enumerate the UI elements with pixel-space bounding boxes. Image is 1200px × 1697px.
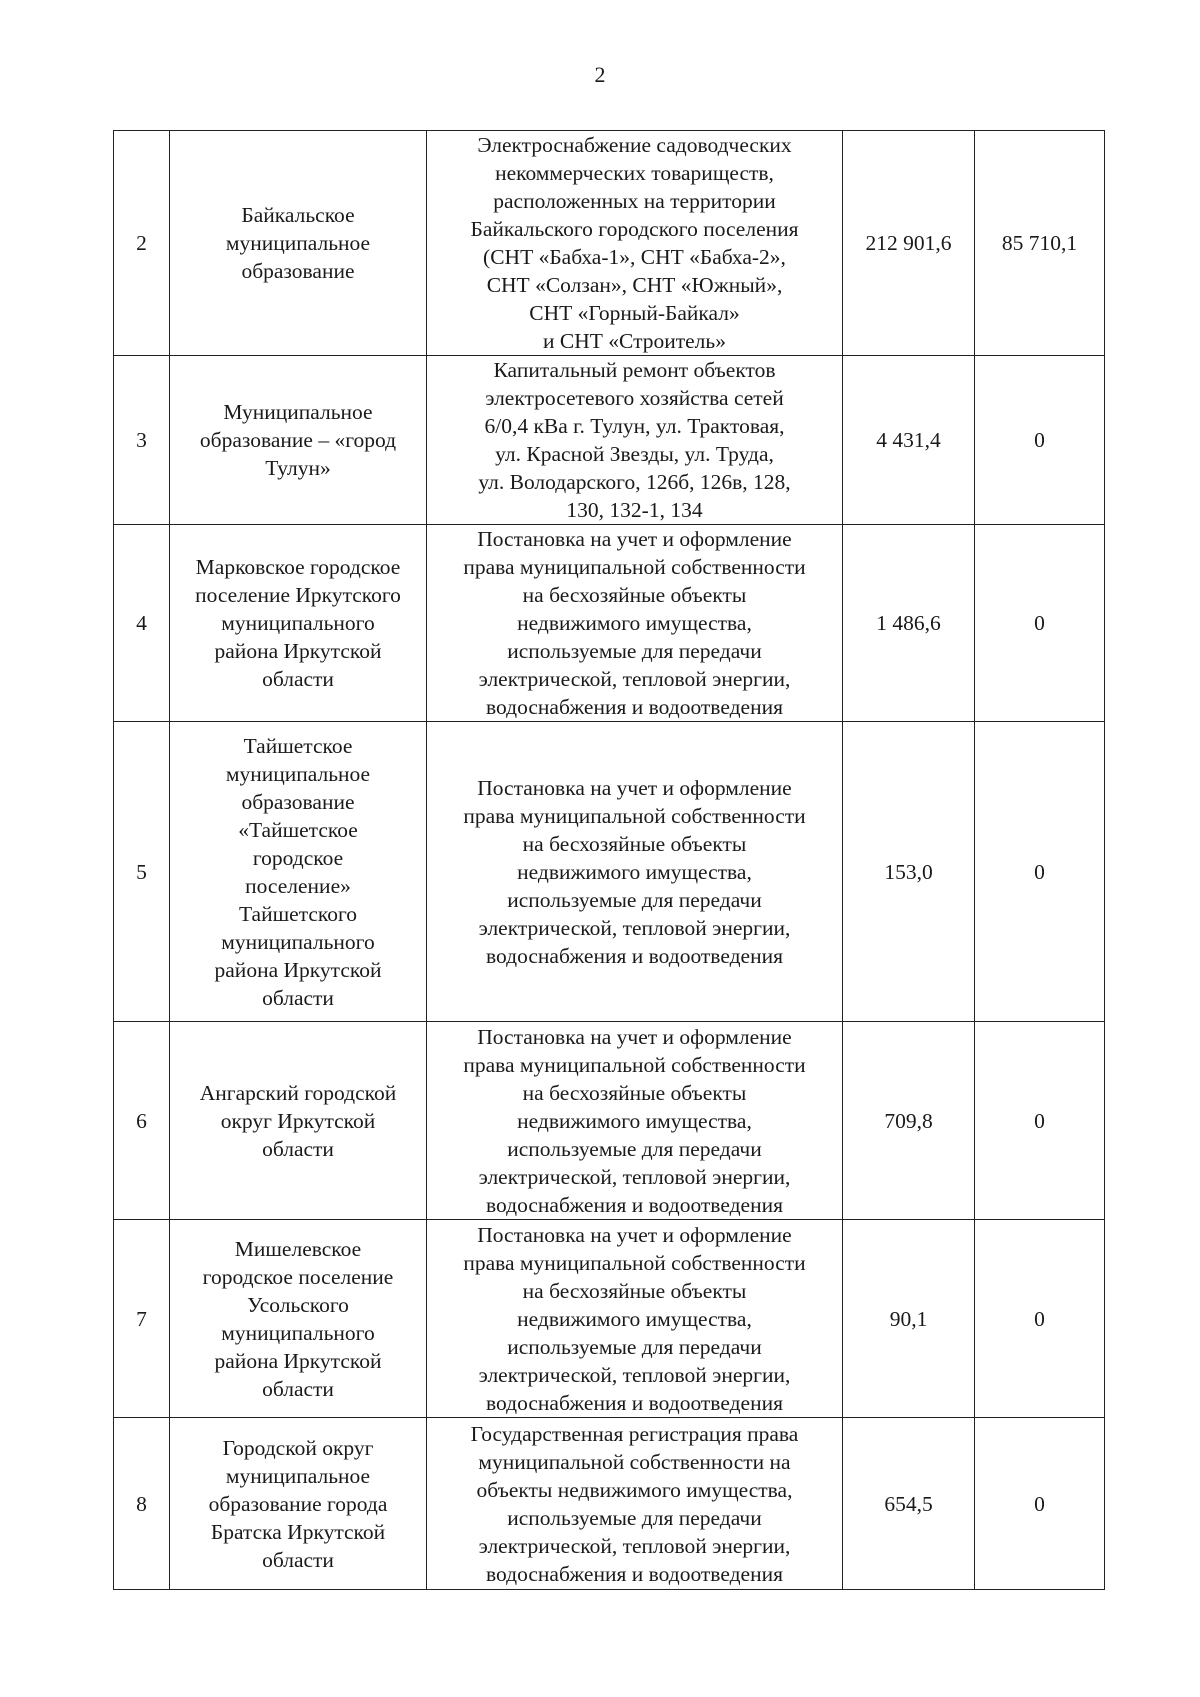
funding-table [113, 130, 1105, 1590]
amount-total-cell: 709,8 [843, 1022, 975, 1220]
project-description-cell: Государственная регистрация права муниципальной собственности на объекты недвижимого имущества, используемые для передачи электрической, тепловой энергии, водоснабжения и водоотведения [427, 1418, 843, 1590]
amount-second-cell: 0 [975, 722, 1105, 1022]
row-number-cell: 6 [114, 1022, 170, 1220]
amount-total-cell: 212 901,6 [843, 131, 975, 356]
amount-total-cell: 1 486,6 [843, 525, 975, 722]
project-description-cell: Постановка на учет и оформление права муниципальной собственности на бесхозяйные объекты недвижимого имущества, используемые для передачи электрической, тепловой энергии, водоснабжения и водоотведения [427, 525, 843, 722]
project-description-cell: Капитальный ремонт объектов электросетевого хозяйства сетей 6/0,4 кВа г. Тулун, ул. Трактовая, ул. Красной Звезды, ул. Труда, ул. Володарского, 126б, 126в, 128, 130, 132-1, 134 [427, 356, 843, 525]
row-number-cell: 7 [114, 1220, 170, 1418]
table-row [114, 1022, 1105, 1220]
page-number: 2 [594, 62, 606, 87]
amount-total-cell: 90,1 [843, 1220, 975, 1418]
table-row [114, 1220, 1105, 1418]
amount-total-cell: 654,5 [843, 1418, 975, 1590]
amount-second-cell: 0 [975, 1418, 1105, 1590]
project-description-cell: Постановка на учет и оформление права муниципальной собственности на бесхозяйные объекты недвижимого имущества, используемые для передачи электрической, тепловой энергии, водоснабжения и водоотведения [427, 1022, 843, 1220]
project-description-cell: Постановка на учет и оформление права муниципальной собственности на бесхозяйные объекты недвижимого имущества, используемые для передачи электрической, тепловой энергии, водоснабжения и водоотведения [427, 722, 843, 1022]
row-number-cell: 2 [114, 131, 170, 356]
table-row [114, 1418, 1105, 1590]
amount-second-cell: 0 [975, 1220, 1105, 1418]
row-number-cell: 5 [114, 722, 170, 1022]
amount-second-cell: 0 [975, 356, 1105, 525]
municipality-cell: Городской округ муниципальное образование города Братска Иркутской области [170, 1418, 427, 1590]
row-number-cell: 3 [114, 356, 170, 525]
project-description-cell: Электроснабжение садоводческих некоммерческих товариществ, расположенных на территории Байкальского городского поселения (СНТ «Бабха-1», СНТ «Бабха-2», СНТ «Солзан», СНТ «Южный», СНТ «Горный-Байкал» и СНТ «Строитель» [427, 131, 843, 356]
municipality-cell: Ангарский городской округ Иркутской области [170, 1022, 427, 1220]
table-row [114, 356, 1105, 525]
municipality-cell: Тайшетское муниципальное образование «Тайшетское городское поселение» Тайшетского муниципального района Иркутской области [170, 722, 427, 1022]
project-description-cell: Постановка на учет и оформление права муниципальной собственности на бесхозяйные объекты недвижимого имущества, используемые для передачи электрической, тепловой энергии, водоснабжения и водоотведения [427, 1220, 843, 1418]
municipality-cell: Марковское городское поселение Иркутского муниципального района Иркутской области [170, 525, 427, 722]
municipality-cell: Байкальское муниципальное образование [170, 131, 427, 356]
amount-total-cell: 153,0 [843, 722, 975, 1022]
amount-total-cell: 4 431,4 [843, 356, 975, 525]
municipality-cell: Мишелевское городское поселение Усольского муниципального района Иркутской области [170, 1220, 427, 1418]
row-number-cell: 8 [114, 1418, 170, 1590]
table-row [114, 525, 1105, 722]
amount-second-cell: 0 [975, 1022, 1105, 1220]
amount-second-cell: 85 710,1 [975, 131, 1105, 356]
table-row [114, 722, 1105, 1022]
table-row [114, 131, 1105, 356]
row-number-cell: 4 [114, 525, 170, 722]
municipality-cell: Муниципальное образование – «город Тулун» [170, 356, 427, 525]
amount-second-cell: 0 [975, 525, 1105, 722]
